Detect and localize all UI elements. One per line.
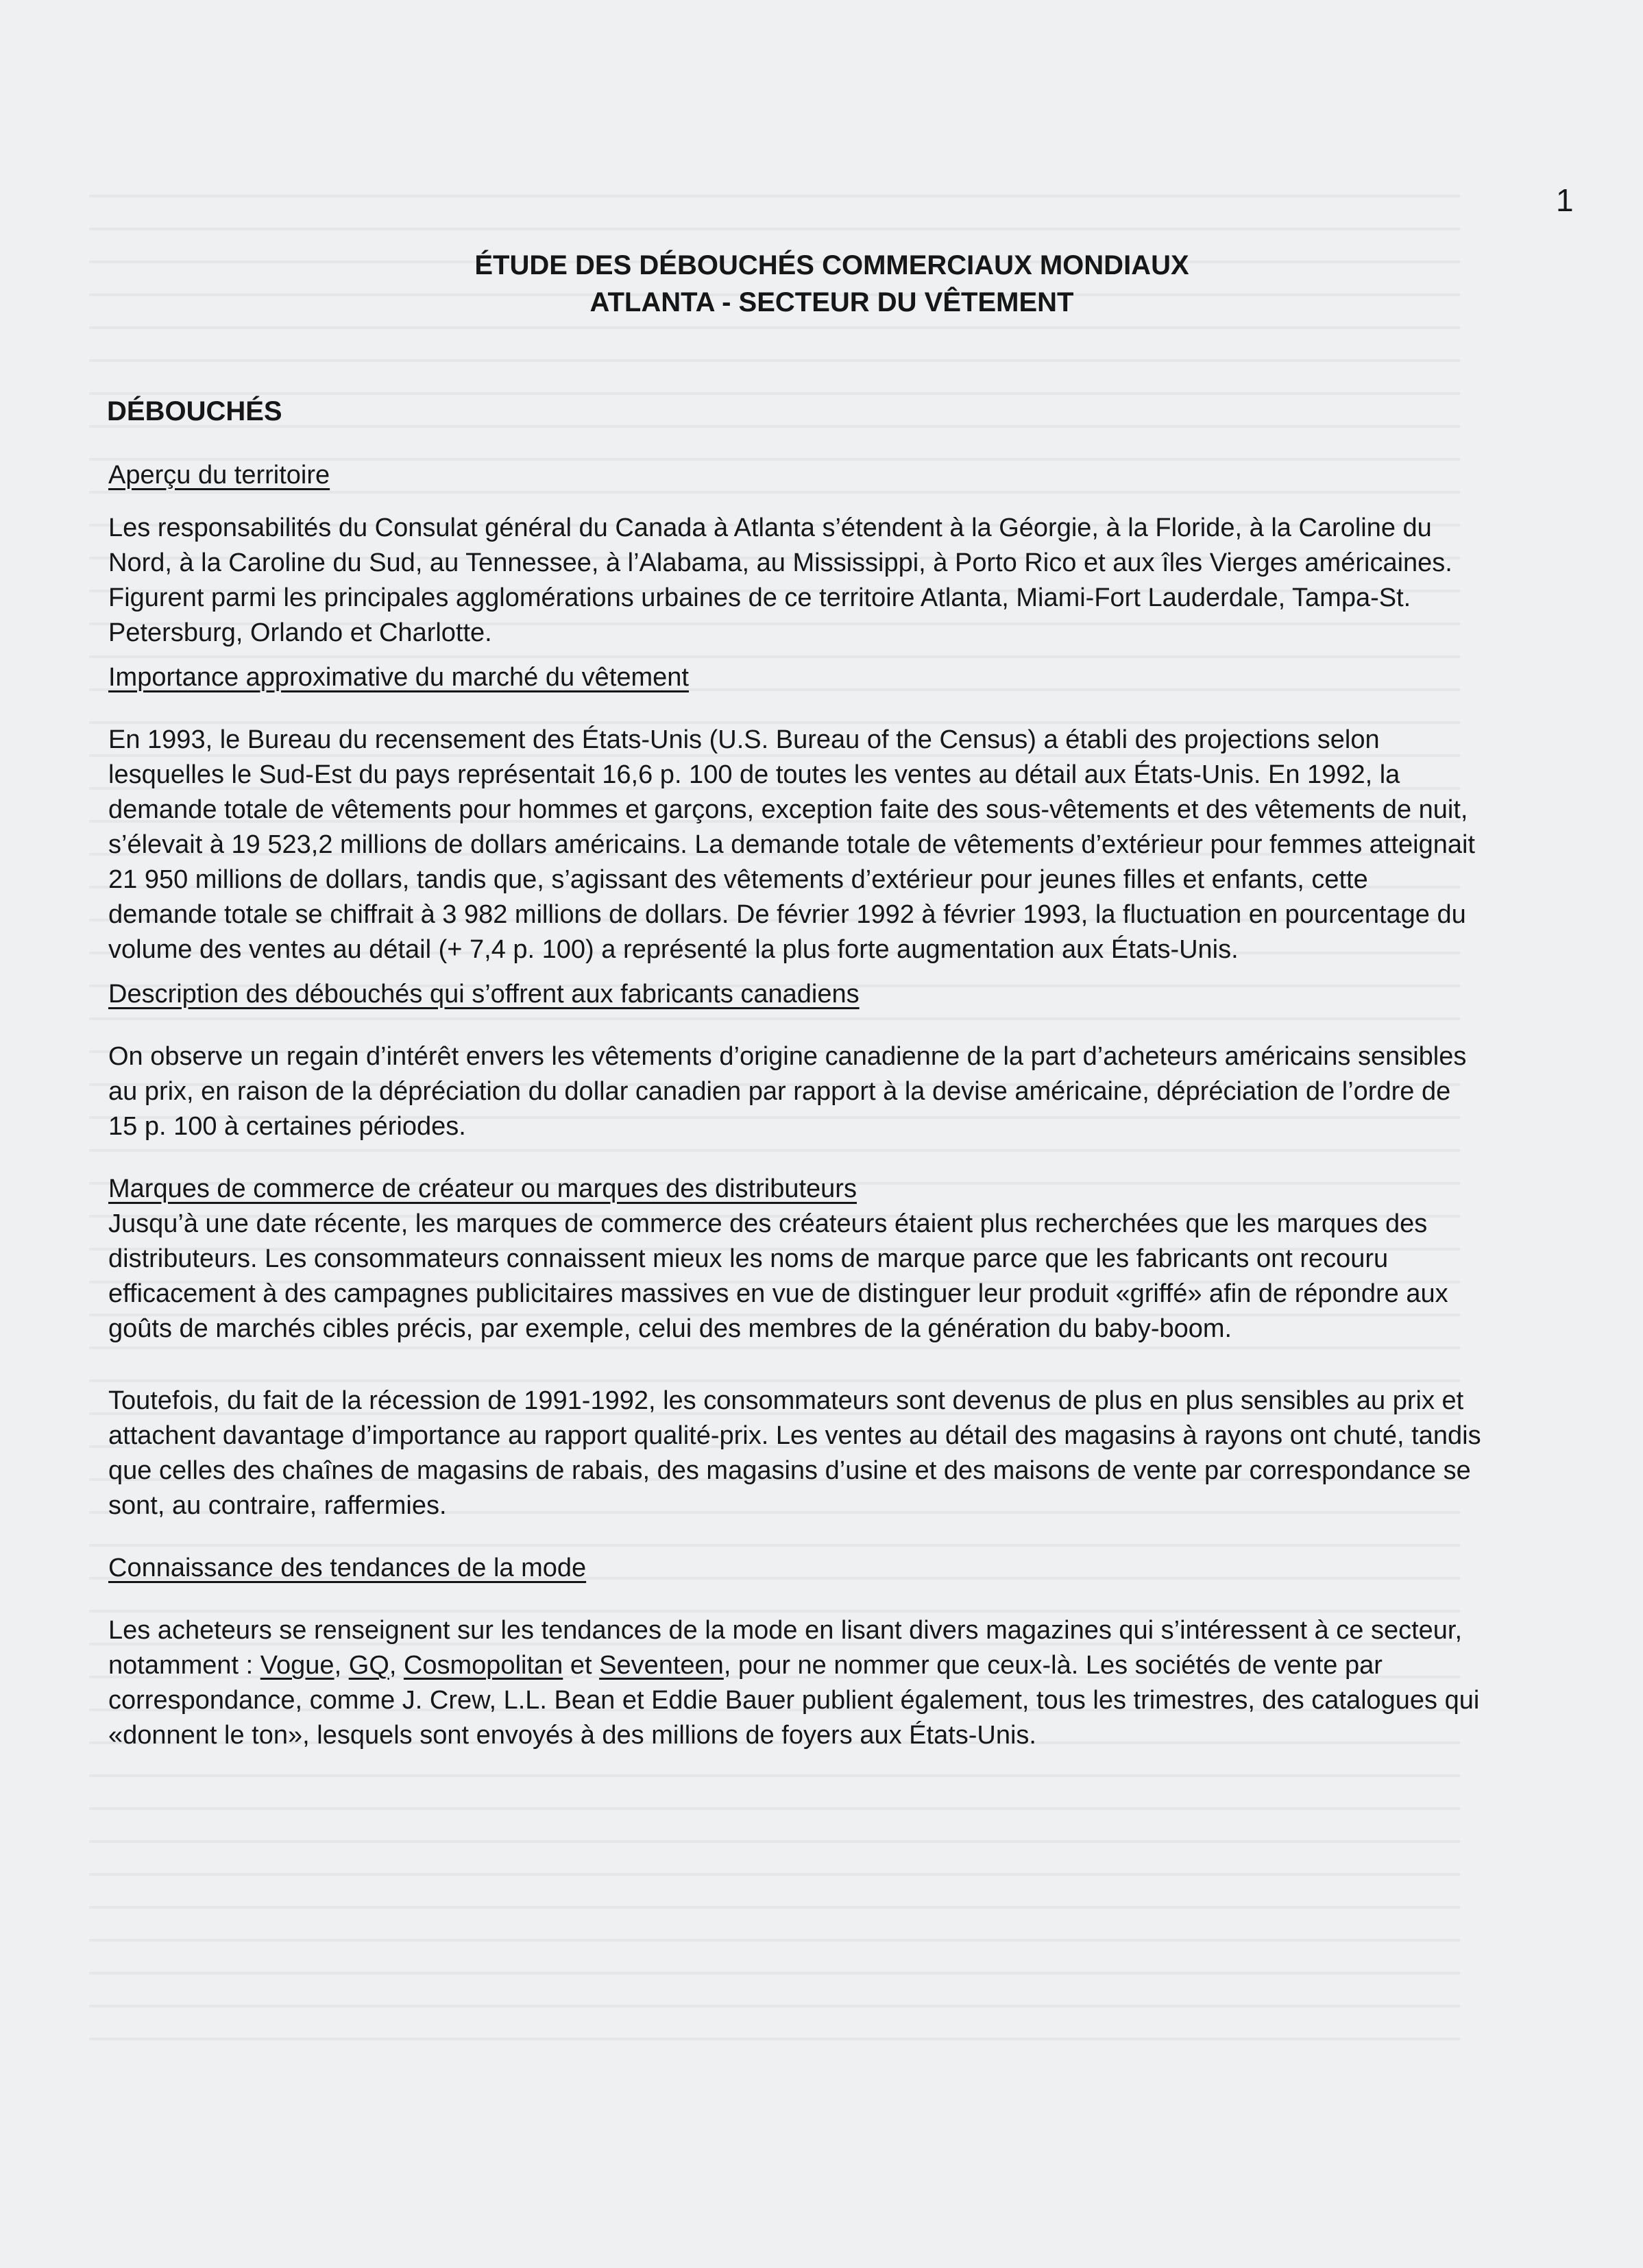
magazine-vogue: Vogue: [260, 1651, 334, 1680]
document-body: [108, 458, 1483, 1753]
paragraph-importance: En 1993, le Bureau du recensement des États-Unis (U.S. Bureau of the Census) a établi des projections selon lesquelles le Sud-Est du pays représentait 16,6 p. 100 de toutes les ventes au détail aux États-Unis. En 1992, la demande totale de vêtements pour hommes et garçons, exception faite des sous-vêtements et des vêtements de nuit, s’élevait à 19 523,2 millions de dollars américains. La demande totale de vêtements d’extérieur pour femmes atteignait 21 950 millions de dollars, tandis que, s’agissant des vêtements d’extérieur pour jeunes filles et enfants, cette demande totale se chiffrait à 3 982 millions de dollars. De février 1992 à février 1993, la fluctuation en pourcentage du volume des ventes au détail (+ 7,4 p. 100) a représenté la plus forte augmentation aux États-Unis.: [108, 725, 1475, 964]
subheading-debouches: Description des débouchés qui s’offrent aux fabricants canadiens: [108, 980, 860, 1009]
paragraph-tendances: [108, 1613, 1483, 1753]
paragraph-marques-2: Toutefois, du fait de la récession de 1991-1992, les consommateurs sont devenus de plus en plus sensibles au prix et attachent davantage d’importance au rapport qualité-prix. Les ventes au détail des magasins à rayons ont chuté, tandis que celles des chaînes de magasins de rabais, des magasins d’usine et des maisons de vente par correspondance se sont, au contraire, raffermies.: [108, 1386, 1481, 1520]
subheading-importance: Importance approximative du marché du vêtement: [108, 663, 689, 692]
subheading-marques: Marques de commerce de créateur ou marques des distributeurs: [108, 1174, 857, 1203]
subheading-territoire: Aperçu du territoire: [108, 461, 330, 490]
tendances-text-after: , pour ne nommer que ceux-là. Les sociétés de vente par correspondance, comme J. Crew, L.L. Bean et Eddie Bauer publient également, tous les trimestres, des catalogues qui «donnent le ton», lesquels sont envoyés à des millions de foyers aux États-Unis.: [108, 1651, 1480, 1750]
title-line-1: ÉTUDE DES DÉBOUCHÉS COMMERCIAUX MONDIAUX: [474, 250, 1189, 280]
tendances-text-before: Les acheteurs se renseignent sur les tendances de la mode en lisant divers magazines qui s’intéressent à ce secteur, notamment :: [108, 1616, 1463, 1680]
paragraph-debouches: On observe un regain d’intérêt envers les vêtements d’origine canadienne de la part d’acheteurs américains sensibles au prix, en raison de la dépréciation du dollar canadien par rapport à la devise américaine, dépréciation de l’ordre de 15 p. 100 à certaines périodes.: [108, 1042, 1467, 1141]
section-heading: DÉBOUCHÉS: [107, 396, 282, 426]
magazine-gq: GQ: [348, 1651, 389, 1680]
subheading-tendances: Connaissance des tendances de la mode: [108, 1554, 587, 1582]
document-title: [0, 247, 1643, 321]
magazine-seventeen: Seventeen: [599, 1651, 724, 1680]
tendances-separator-1: ,: [334, 1651, 349, 1680]
tendances-separator-2: ,: [389, 1651, 404, 1680]
paragraph-territoire: Les responsabilités du Consulat général du Canada à Atlanta s’étendent à la Géorgie, à la Floride, à la Caroline du Nord, à la Caroline du Sud, au Tennessee, à l’Alabama, au Mississippi, à Porto Rico et aux îles Vierges américaines. Figurent parmi les principales agglomérations urbaines de ce territoire Atlanta, Miami-Fort Lauderdale, Tampa-St. Petersburg, Orlando et Charlotte.: [108, 514, 1452, 647]
title-line-2: ATLANTA - SECTEUR DU VÊTEMENT: [589, 287, 1074, 317]
page-number: 1: [1556, 182, 1574, 218]
magazine-cosmopolitan: Cosmopolitan: [403, 1651, 563, 1680]
paragraph-marques-1: Jusqu’à une date récente, les marques de commerce des créateurs étaient plus recherchées que les marques des distributeurs. Les consommateurs connaissent mieux les noms de marque parce que les fabricants ont recouru efficacement à des campagnes publicitaires massives en vue de distinguer leur produit «griffé» afin de répondre aux goûts de marchés cibles précis, par exemple, celui des membres de la génération du baby-boom.: [108, 1209, 1448, 1343]
tendances-separator-3: et: [563, 1651, 600, 1680]
